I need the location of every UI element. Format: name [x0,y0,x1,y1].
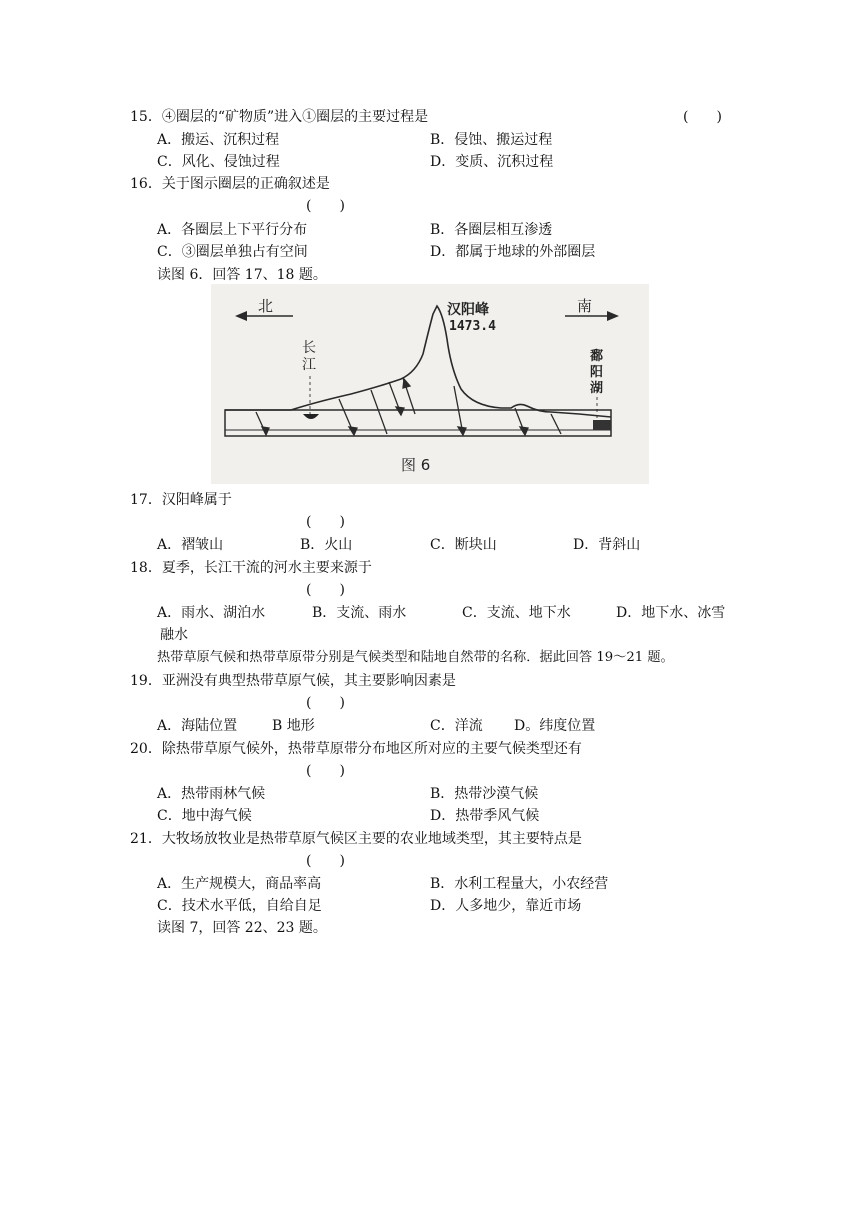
q18-answer-paren: ( ) [306,582,345,598]
lake-label-2: 阳 [590,365,604,380]
q16-option-a: A．各圈层上下平行分布 [157,222,308,238]
q18-option-b: B．支流、雨水 [312,605,407,621]
lake-label-3: 湖 [590,381,604,396]
intro-19-21: 热带草原气候和热带草原带分别是气候类型和陆地自然带的名称．据此回答 19～21 题。 [157,650,674,665]
peak-name-label: 汉阳峰 [447,302,489,318]
q16-stem: 16．关于图示圈层的正确叙述是 [130,176,330,192]
q19-option-d: D。纬度位置 [514,718,596,734]
north-label: 北 [258,297,274,315]
q15-option-a: A．搬运、沉积过程 [157,132,280,148]
q18-option-d-wrap: 融水 [160,627,188,643]
lake-water-shape [593,420,611,430]
figure-6-cross-section [211,284,649,484]
fault-arrow-7-icon [520,427,528,435]
q16-option-d: D．都属于地球的外部圈层 [430,244,596,260]
intro-17-18: 读图 6．回答 17、18 题。 [157,267,327,283]
q16-option-b: B．各圈层相互渗透 [430,222,553,238]
q20-option-b: B．热带沙漠气候 [430,786,539,802]
q19-option-a: A．海陆位置 [157,718,238,734]
q17-option-a: A．褶皱山 [157,537,224,553]
fault-line-8 [551,414,561,434]
q17-option-b: B．火山 [300,537,353,553]
south-label: 南 [577,297,593,315]
q21-option-b: B．水利工程量大，小农经营 [430,876,609,892]
q16-answer-paren: ( ) [306,198,345,214]
q15-answer-paren: ( ) [683,109,722,125]
q19-option-c: C．洋流 [430,718,483,734]
q21-option-a: A．生产规模大，商品率高 [157,876,322,892]
figure-caption: 图 6 [401,456,431,474]
intro-22-23: 读图 7，回答 22、23 题。 [157,920,327,936]
q15-option-c: C．风化、侵蚀过程 [157,154,280,170]
q21-option-c: C．技术水平低，自给自足 [157,898,322,914]
q21-stem: 21．大牧场放牧业是热带草原气候区主要的农业地域类型，其主要特点是 [130,831,582,847]
q18-option-a: A．雨水、湖泊水 [157,605,266,621]
q17-answer-paren: ( ) [306,514,345,530]
q18-option-c: C．支流、地下水 [462,605,571,621]
q20-option-a: A．热带雨林气候 [157,786,266,802]
q17-stem: 17．汉阳峰属于 [130,492,232,508]
fault-arrow-6-icon [458,427,466,435]
q17-option-d: D．背斜山 [573,537,641,553]
q15-stem: 15．④圈层的“矿物质”进入①圈层的主要过程是 [130,109,429,125]
q20-stem: 20．除热带草原气候外，热带草原带分布地区所对应的主要气候类型还有 [130,741,582,757]
q20-option-c: C．地中海气候 [157,808,252,824]
river-label-2: 江 [302,357,316,373]
fault-arrow-4-icon [396,407,404,415]
river-water-shape [303,414,319,419]
q15-option-b: B．侵蚀、搬运过程 [430,132,553,148]
fault-line-3 [371,390,387,434]
q17-option-c: C．断块山 [430,537,497,553]
q21-answer-paren: ( ) [306,853,345,869]
river-label-1: 长 [302,340,316,356]
q21-option-d: D．人多地少，靠近市场 [430,898,582,914]
q18-stem: 18．夏季，长江干流的河水主要来源于 [130,560,372,576]
q15-option-d: D．变质、沉积过程 [430,154,554,170]
q20-option-d: D．热带季风气候 [430,808,540,824]
fault-arrow-5-icon [403,379,410,388]
q19-stem: 19．亚洲没有典型热带草原气候，其主要影响因素是 [130,673,456,689]
terrain-profile [225,306,611,417]
lake-label-1: 鄱 [590,349,604,364]
north-arrow-head-icon [235,311,247,321]
fault-arrow-2-icon [349,427,357,435]
crust-block [225,410,611,436]
q20-answer-paren: ( ) [306,763,345,779]
south-arrow-head-icon [607,311,619,321]
q18-option-d: D．地下水、冰雪 [616,605,726,621]
fault-arrow-1-icon [262,427,269,435]
q19-answer-paren: ( ) [306,695,345,711]
peak-height-label: 1473.4 [449,319,496,334]
q16-option-c: C．③圈层单独占有空间 [157,244,308,260]
q19-option-b: B 地形 [272,718,315,734]
